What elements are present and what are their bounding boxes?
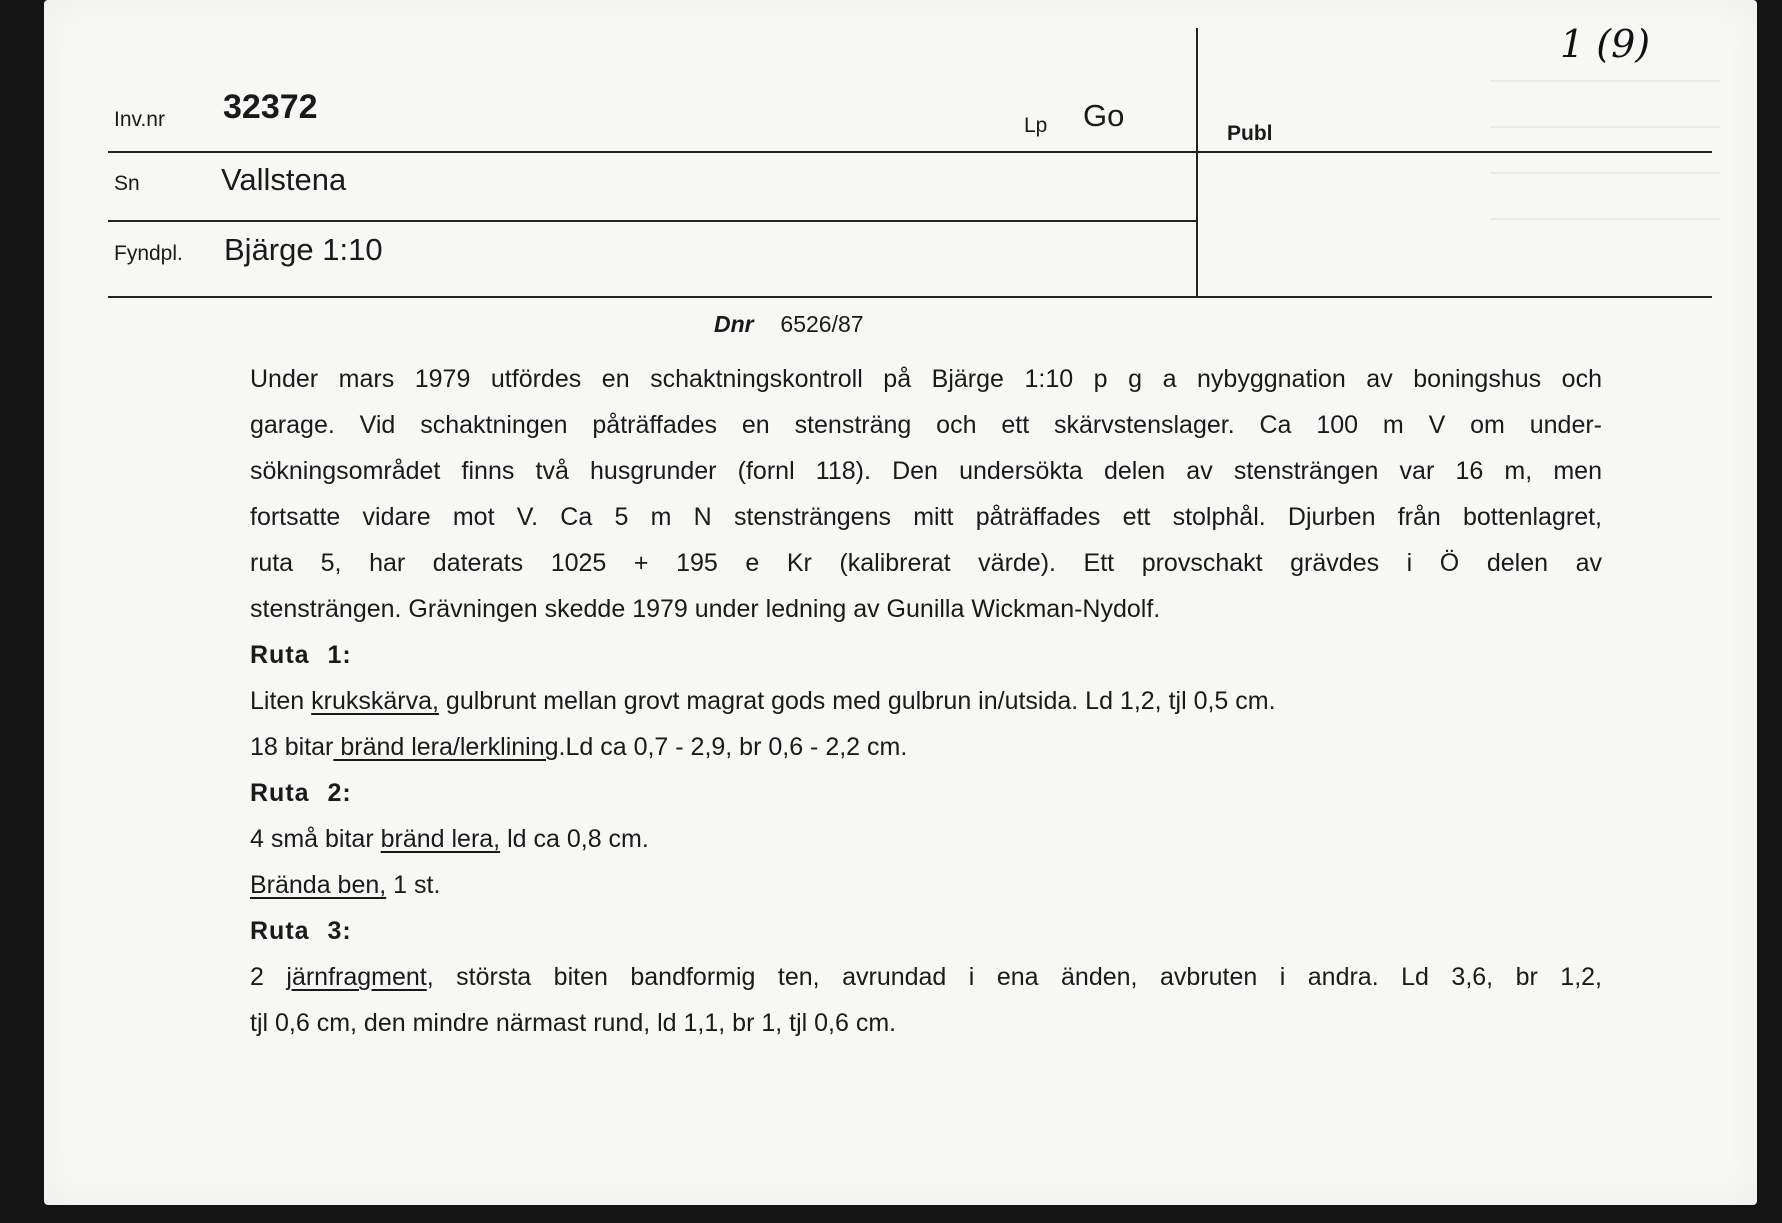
ruta-2-line-1: [250, 816, 1602, 862]
text-run: , största biten bandformig ten, avrundad i ena änden, avbruten i andra. Ld 3,6, br 1,2,: [426, 963, 1602, 991]
fyndpl-value: Bjärge 1:10: [224, 232, 383, 267]
ruta-1-heading: Ruta 1:: [250, 641, 352, 669]
lp-value: Go: [1083, 98, 1125, 133]
find-term: bränd lera,: [380, 825, 501, 853]
page-number: 1 (9): [1560, 22, 1651, 66]
dnr-value: 6526/87: [780, 311, 864, 337]
bleed-through-texture: [1490, 60, 1720, 264]
text-run: gulbrunt mellan grovt magrat gods med gulbrun in/utsida. Ld 1,2, tjl 0,5 cm.: [438, 687, 1276, 715]
ruta-3-line-1: [250, 954, 1602, 1000]
find-term: järnfragment: [286, 963, 427, 991]
intro-line: garage. Vid schaktningen påträffades en stensträng och ett skärvstenslager. Ca 100 m V om under-: [250, 411, 1602, 439]
sn-label: Sn: [114, 172, 140, 195]
dnr-line: [714, 311, 864, 338]
text-run: 18 bitar: [250, 733, 334, 761]
text-run: 4 små bitar: [250, 825, 381, 853]
ruta-2-heading: Ruta 2:: [250, 779, 352, 807]
text-run: .Ld ca 0,7 - 2,9, br 0,6 - 2,2 cm.: [558, 733, 908, 761]
intro-line: ruta 5, har daterats 1025 + 195 e Kr (kalibrerat värde). Ett provschakt grävdes i Ö delen av: [250, 549, 1602, 577]
header-rule-2: [108, 220, 1196, 222]
ruta-1-line-2: [250, 724, 1602, 770]
find-term: krukskärva,: [311, 687, 439, 715]
header-rule-3: [108, 296, 1712, 298]
header-divider: [1196, 28, 1198, 298]
ruta-1-line-1: [250, 678, 1602, 724]
text-run: 2: [250, 963, 287, 991]
inv-label: Inv.nr: [114, 108, 165, 131]
inv-value: 32372: [223, 88, 318, 126]
find-term: bränd lera/lerklining: [333, 733, 559, 761]
intro-line: Under mars 1979 utfördes en schaktningskontroll på Bjärge 1:10 p g a nybyggnation av boningshus och: [250, 365, 1602, 393]
publ-label: Publ: [1227, 122, 1273, 145]
lp-label: Lp: [1024, 114, 1048, 137]
ruta-3-heading: Ruta 3:: [250, 917, 352, 945]
text-run: Liten: [250, 687, 312, 715]
text-run: 1 st.: [386, 871, 441, 899]
intro-line: sökningsområdet finns två husgrunder (fornl 118). Den undersökta delen av stensträngen var 16 m, men: [250, 457, 1602, 485]
text-run: ld ca 0,8 cm.: [500, 825, 649, 853]
ruta-3-line-2: tjl 0,6 cm, den mindre närmast rund, ld 1,1, br 1, tjl 0,6 cm.: [250, 1009, 897, 1037]
sn-value: Vallstena: [221, 162, 347, 197]
header-rule-1: [108, 151, 1712, 153]
fyndpl-label: Fyndpl.: [114, 242, 183, 265]
description-text: [250, 356, 1602, 1046]
dnr-label: Dnr: [714, 311, 754, 337]
intro-line: stensträngen. Grävningen skedde 1979 under ledning av Gunilla Wickman-Nydolf.: [250, 595, 1161, 623]
intro-line: fortsatte vidare mot V. Ca 5 m N stensträngens mitt påträffades ett stolphål. Djurben från bottenlagret,: [250, 503, 1602, 531]
ruta-2-line-2: [250, 862, 1602, 908]
find-term: Brända ben,: [250, 871, 387, 899]
